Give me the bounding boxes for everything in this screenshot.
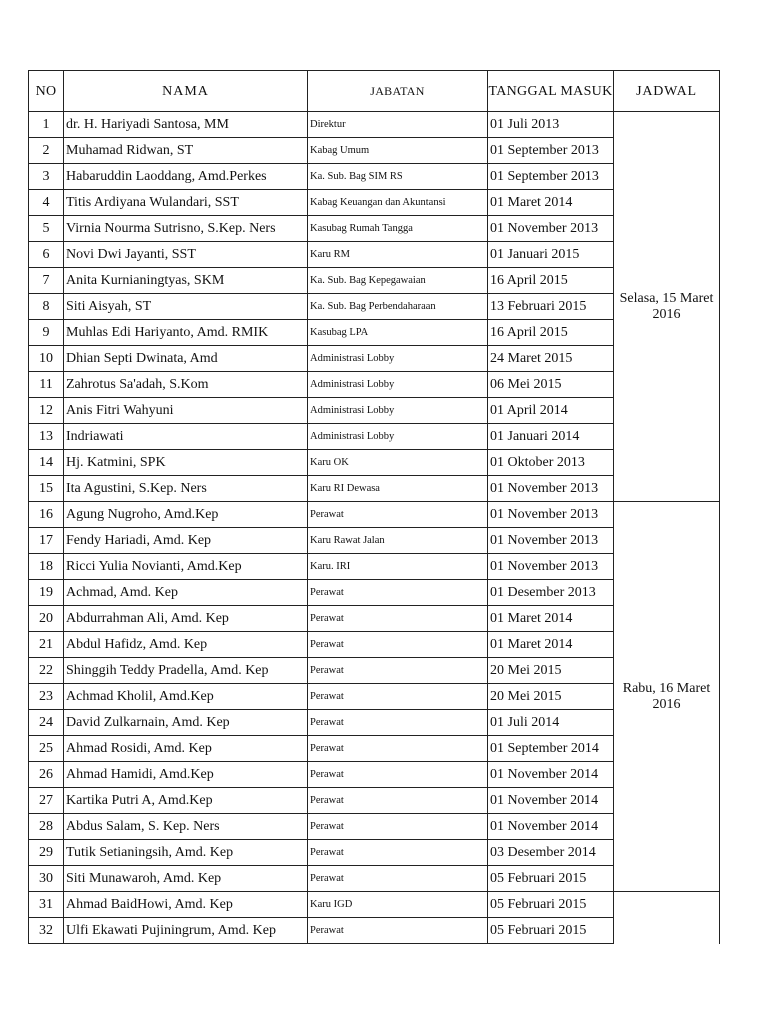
row-tanggal-masuk: 01 April 2014	[488, 398, 614, 424]
row-tanggal-masuk: 01 September 2013	[488, 164, 614, 190]
row-no: 2	[29, 138, 64, 164]
row-nama: Muhlas Edi Hariyanto, Amd. RMIK	[64, 320, 308, 346]
row-nama: Muhamad Ridwan, ST	[64, 138, 308, 164]
row-no: 23	[29, 684, 64, 710]
row-nama: Abdus Salam, S. Kep. Ners	[64, 814, 308, 840]
row-tanggal-masuk: 13 Februari 2015	[488, 294, 614, 320]
table-row	[29, 892, 720, 918]
row-nama: Ahmad Rosidi, Amd. Kep	[64, 736, 308, 762]
row-tanggal-masuk: 01 November 2013	[488, 554, 614, 580]
row-nama: Anita Kurnianingtyas, SKM	[64, 268, 308, 294]
row-no: 13	[29, 424, 64, 450]
row-tanggal-masuk: 05 Februari 2015	[488, 892, 614, 918]
schedule-cell	[614, 892, 720, 944]
row-no: 31	[29, 892, 64, 918]
row-no: 20	[29, 606, 64, 632]
table-header	[29, 71, 720, 112]
row-nama: Indriawati	[64, 424, 308, 450]
row-no: 10	[29, 346, 64, 372]
employee-schedule-table	[28, 70, 720, 944]
row-jabatan: Karu. IRI	[308, 554, 488, 580]
row-nama: Abdul Hafidz, Amd. Kep	[64, 632, 308, 658]
row-jabatan: Karu RM	[308, 242, 488, 268]
row-jabatan: Perawat	[308, 658, 488, 684]
row-no: 1	[29, 112, 64, 138]
row-tanggal-masuk: 01 September 2014	[488, 736, 614, 762]
row-jabatan: Perawat	[308, 762, 488, 788]
row-tanggal-masuk: 01 Juli 2013	[488, 112, 614, 138]
row-jabatan: Kasubag LPA	[308, 320, 488, 346]
row-no: 4	[29, 190, 64, 216]
row-nama: Anis Fitri Wahyuni	[64, 398, 308, 424]
row-nama: Achmad, Amd. Kep	[64, 580, 308, 606]
table-row	[29, 502, 720, 528]
row-no: 30	[29, 866, 64, 892]
employee-schedule-sheet	[28, 70, 719, 944]
schedule-cell: Rabu, 16 Maret 2016	[614, 502, 720, 892]
row-tanggal-masuk: 01 November 2013	[488, 476, 614, 502]
row-no: 25	[29, 736, 64, 762]
row-nama: Siti Aisyah, ST	[64, 294, 308, 320]
row-no: 19	[29, 580, 64, 606]
header-tanggal-masuk: TANGGAL MASUK	[488, 71, 614, 112]
row-tanggal-masuk: 01 Desember 2013	[488, 580, 614, 606]
row-jabatan: Perawat	[308, 814, 488, 840]
row-tanggal-masuk: 20 Mei 2015	[488, 684, 614, 710]
header-row	[29, 71, 720, 112]
row-no: 18	[29, 554, 64, 580]
row-tanggal-masuk: 01 September 2013	[488, 138, 614, 164]
row-nama: Ahmad Hamidi, Amd.Kep	[64, 762, 308, 788]
row-nama: Fendy Hariadi, Amd. Kep	[64, 528, 308, 554]
row-nama: Novi Dwi Jayanti, SST	[64, 242, 308, 268]
row-nama: Zahrotus Sa'adah, S.Kom	[64, 372, 308, 398]
row-tanggal-masuk: 24 Maret 2015	[488, 346, 614, 372]
row-no: 26	[29, 762, 64, 788]
row-nama: dr. H. Hariyadi Santosa, MM	[64, 112, 308, 138]
row-tanggal-masuk: 06 Mei 2015	[488, 372, 614, 398]
row-tanggal-masuk: 16 April 2015	[488, 268, 614, 294]
row-jabatan: Karu RI Dewasa	[308, 476, 488, 502]
row-jabatan: Karu Rawat Jalan	[308, 528, 488, 554]
row-jabatan: Perawat	[308, 866, 488, 892]
row-jabatan: Ka. Sub. Bag Kepegawaian	[308, 268, 488, 294]
row-no: 5	[29, 216, 64, 242]
row-jabatan: Administrasi Lobby	[308, 398, 488, 424]
row-no: 11	[29, 372, 64, 398]
row-nama: David Zulkarnain, Amd. Kep	[64, 710, 308, 736]
row-jabatan: Perawat	[308, 840, 488, 866]
row-no: 3	[29, 164, 64, 190]
row-nama: Kartika Putri A, Amd.Kep	[64, 788, 308, 814]
row-nama: Ulfi Ekawati Pujiningrum, Amd. Kep	[64, 918, 308, 944]
row-jabatan: Perawat	[308, 736, 488, 762]
row-no: 32	[29, 918, 64, 944]
row-no: 12	[29, 398, 64, 424]
header-no: NO	[29, 71, 64, 112]
row-tanggal-masuk: 01 Januari 2014	[488, 424, 614, 450]
row-no: 14	[29, 450, 64, 476]
row-nama: Shinggih Teddy Pradella, Amd. Kep	[64, 658, 308, 684]
row-jabatan: Kabag Umum	[308, 138, 488, 164]
row-jabatan: Perawat	[308, 632, 488, 658]
header-nama: NAMA	[64, 71, 308, 112]
row-jabatan: Perawat	[308, 502, 488, 528]
row-nama: Habaruddin Laoddang, Amd.Perkes	[64, 164, 308, 190]
row-no: 8	[29, 294, 64, 320]
row-tanggal-masuk: 01 November 2014	[488, 814, 614, 840]
row-jabatan: Perawat	[308, 580, 488, 606]
row-nama: Ahmad BaidHowi, Amd. Kep	[64, 892, 308, 918]
row-tanggal-masuk: 01 Januari 2015	[488, 242, 614, 268]
row-no: 21	[29, 632, 64, 658]
row-no: 29	[29, 840, 64, 866]
header-jabatan: JABATAN	[308, 71, 488, 112]
table-body	[29, 112, 720, 944]
row-jabatan: Kasubag Rumah Tangga	[308, 216, 488, 242]
row-nama: Siti Munawaroh, Amd. Kep	[64, 866, 308, 892]
row-tanggal-masuk: 01 November 2013	[488, 502, 614, 528]
row-tanggal-masuk: 01 November 2014	[488, 762, 614, 788]
row-no: 7	[29, 268, 64, 294]
header-jadwal: JADWAL	[614, 71, 720, 112]
row-jabatan: Perawat	[308, 684, 488, 710]
row-jabatan: Perawat	[308, 918, 488, 944]
row-tanggal-masuk: 01 Juli 2014	[488, 710, 614, 736]
row-jabatan: Ka. Sub. Bag SIM RS	[308, 164, 488, 190]
row-jabatan: Karu IGD	[308, 892, 488, 918]
row-jabatan: Ka. Sub. Bag Perbendaharaan	[308, 294, 488, 320]
row-jabatan: Karu OK	[308, 450, 488, 476]
row-nama: Tutik Setianingsih, Amd. Kep	[64, 840, 308, 866]
row-tanggal-masuk: 05 Februari 2015	[488, 866, 614, 892]
row-no: 9	[29, 320, 64, 346]
row-nama: Titis Ardiyana Wulandari, SST	[64, 190, 308, 216]
row-no: 28	[29, 814, 64, 840]
row-no: 17	[29, 528, 64, 554]
row-tanggal-masuk: 05 Februari 2015	[488, 918, 614, 944]
row-no: 6	[29, 242, 64, 268]
row-nama: Agung Nugroho, Amd.Kep	[64, 502, 308, 528]
row-no: 22	[29, 658, 64, 684]
row-nama: Hj. Katmini, SPK	[64, 450, 308, 476]
row-nama: Ricci Yulia Novianti, Amd.Kep	[64, 554, 308, 580]
row-jabatan: Administrasi Lobby	[308, 424, 488, 450]
table-row	[29, 112, 720, 138]
row-nama: Virnia Nourma Sutrisno, S.Kep. Ners	[64, 216, 308, 242]
row-no: 16	[29, 502, 64, 528]
row-nama: Dhian Septi Dwinata, Amd	[64, 346, 308, 372]
row-jabatan: Perawat	[308, 710, 488, 736]
row-jabatan: Administrasi Lobby	[308, 346, 488, 372]
row-jabatan: Direktur	[308, 112, 488, 138]
row-tanggal-masuk: 16 April 2015	[488, 320, 614, 346]
row-tanggal-masuk: 01 Maret 2014	[488, 606, 614, 632]
row-tanggal-masuk: 01 Maret 2014	[488, 632, 614, 658]
row-tanggal-masuk: 01 November 2014	[488, 788, 614, 814]
row-nama: Achmad Kholil, Amd.Kep	[64, 684, 308, 710]
row-tanggal-masuk: 01 November 2013	[488, 216, 614, 242]
row-nama: Abdurrahman Ali, Amd. Kep	[64, 606, 308, 632]
row-no: 27	[29, 788, 64, 814]
row-tanggal-masuk: 20 Mei 2015	[488, 658, 614, 684]
row-tanggal-masuk: 03 Desember 2014	[488, 840, 614, 866]
row-no: 24	[29, 710, 64, 736]
row-tanggal-masuk: 01 November 2013	[488, 528, 614, 554]
row-jabatan: Perawat	[308, 606, 488, 632]
row-jabatan: Perawat	[308, 788, 488, 814]
schedule-cell: Selasa, 15 Maret 2016	[614, 112, 720, 502]
row-tanggal-masuk: 01 Maret 2014	[488, 190, 614, 216]
row-jabatan: Kabag Keuangan dan Akuntansi	[308, 190, 488, 216]
row-jabatan: Administrasi Lobby	[308, 372, 488, 398]
row-no: 15	[29, 476, 64, 502]
row-nama: Ita Agustini, S.Kep. Ners	[64, 476, 308, 502]
row-tanggal-masuk: 01 Oktober 2013	[488, 450, 614, 476]
